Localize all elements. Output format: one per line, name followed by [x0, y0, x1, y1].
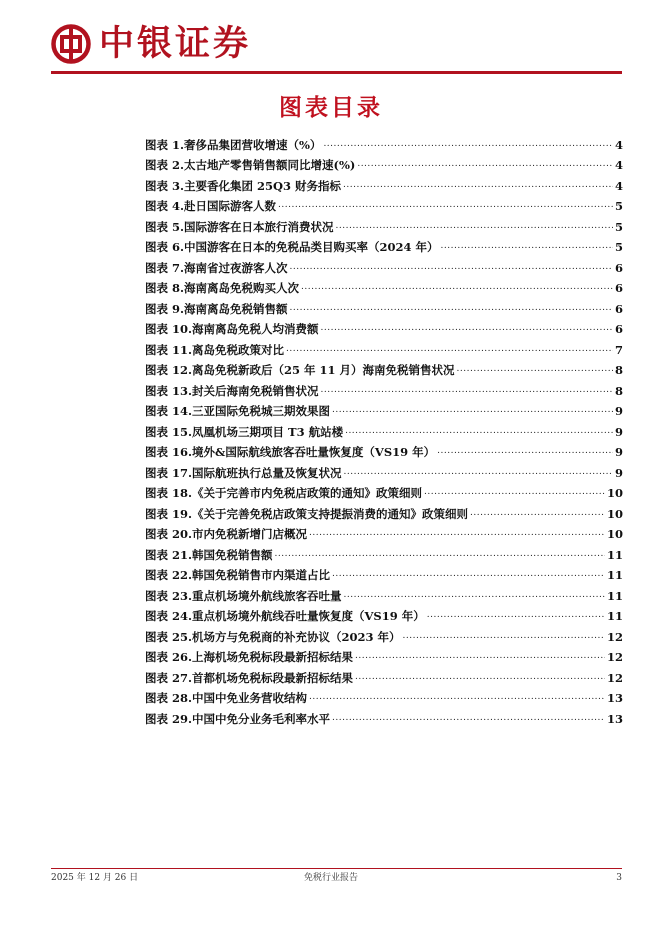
toc-entry[interactable]: [145, 623, 623, 644]
toc-entry-page[interactable]: 9: [614, 465, 623, 480]
footer-divider: [51, 868, 622, 869]
toc-entry[interactable]: [145, 685, 623, 706]
toc-entry-label[interactable]: 图表 11.离岛免税政策对比: [145, 342, 285, 357]
toc-entry-page[interactable]: 13: [606, 691, 623, 705]
toc-entry-page[interactable]: 13: [606, 711, 623, 726]
toc-entry[interactable]: [145, 603, 623, 624]
toc-entry-page[interactable]: 12: [606, 670, 623, 685]
toc-dot-leader: [290, 263, 613, 272]
toc-entry-label[interactable]: 图表 4.赴日国际游客人数: [145, 199, 277, 213]
toc-dot-leader: [344, 591, 605, 600]
toc-entry-label[interactable]: 图表 10.海南离岛免税人均消费额: [145, 322, 319, 336]
toc-dot-leader: [290, 304, 613, 313]
toc-entry-label[interactable]: 图表 18.《关于完善市内免税店政策的通知》政策细则: [145, 486, 423, 500]
toc-entry[interactable]: [145, 480, 623, 501]
toc-entry[interactable]: [145, 357, 623, 378]
toc-dot-leader: [332, 570, 605, 579]
footer-report-name: 免税行业报告: [303, 873, 358, 883]
toc-entry-page[interactable]: 6: [614, 301, 623, 316]
toc-dot-leader: [309, 693, 605, 702]
toc-entry-label[interactable]: 图表 24.重点机场境外航线吞吐量恢复度（VS19 年）: [145, 609, 425, 623]
toc-entry-page[interactable]: 8: [614, 363, 623, 377]
toc-entry[interactable]: [145, 295, 623, 316]
toc-dot-leader: [332, 406, 613, 415]
toc-entry-page[interactable]: 4: [614, 158, 623, 172]
toc-entry-label[interactable]: 图表 7.海南省过夜游客人次: [145, 260, 288, 275]
toc-dot-leader: [403, 632, 605, 641]
toc-entry-label[interactable]: 图表 8.海南离岛免税购买人次: [145, 281, 300, 295]
toc-entry-label[interactable]: 图表 21.韩国免税销售额: [145, 547, 273, 562]
toc-entry-page[interactable]: 9: [614, 445, 623, 459]
toc-entry[interactable]: [145, 234, 623, 255]
toc-entry-label[interactable]: 图表 13.封关后海南免税销售状况: [145, 383, 319, 398]
toc-entry[interactable]: [145, 644, 623, 665]
toc-entry[interactable]: [145, 336, 623, 357]
toc-entry-label[interactable]: 图表 2.太古地产零售销售额同比增速(%): [145, 158, 356, 172]
toc-dot-leader: [301, 283, 613, 292]
toc-entry-label[interactable]: 图表 27.首都机场免税标段最新招标结果: [145, 670, 354, 685]
toc-dot-leader: [345, 427, 613, 436]
toc-entry-label[interactable]: 图表 22.韩国免税销售市内渠道占比: [145, 568, 331, 582]
toc-entry-label[interactable]: 图表 5.国际游客在日本旅行消费状况: [145, 219, 334, 234]
toc-entry-page[interactable]: 12: [606, 629, 623, 644]
toc-dot-leader: [336, 222, 613, 231]
toc-entry[interactable]: [145, 193, 623, 214]
toc-entry-page[interactable]: 11: [606, 609, 623, 623]
toc-dot-leader: [309, 529, 605, 538]
page-header: [0, 0, 662, 80]
toc-entry[interactable]: [145, 398, 623, 419]
toc-dot-leader: [355, 673, 605, 682]
toc-dot-leader: [321, 386, 613, 395]
toc-entry[interactable]: [145, 418, 623, 439]
header-divider: [51, 71, 622, 74]
toc-entry-label[interactable]: 图表 6.中国游客在日本的免税品类目购买率（2024 年）: [145, 240, 439, 254]
toc-entry-label[interactable]: 图表 28.中国中免业务营收结构: [145, 691, 308, 705]
toc-dot-leader: [470, 509, 605, 518]
bank-of-china-logo-icon: [51, 24, 91, 64]
toc-entry[interactable]: [145, 541, 623, 562]
toc-entry-page[interactable]: 6: [614, 260, 623, 275]
toc-dot-leader: [344, 468, 613, 477]
toc-entry-label[interactable]: 图表 1.奢侈品集团营收增速（%）: [145, 137, 322, 152]
toc-title: 图表目录: [279, 94, 383, 121]
toc-entry-page[interactable]: 5: [614, 199, 623, 213]
toc-entry-page[interactable]: 6: [614, 322, 623, 336]
toc-entry-page[interactable]: 9: [614, 424, 623, 439]
toc-dot-leader: [424, 488, 605, 497]
toc-entry[interactable]: [145, 582, 623, 603]
toc-dot-leader: [275, 550, 605, 559]
toc-list: [145, 131, 623, 726]
toc-entry-label[interactable]: 图表 9.海南离岛免税销售额: [145, 301, 288, 316]
toc-entry-page[interactable]: 6: [614, 281, 623, 295]
toc-entry[interactable]: [145, 131, 623, 152]
brand-name: 中银证券: [99, 23, 252, 64]
toc-entry[interactable]: [145, 562, 623, 583]
toc-entry-page[interactable]: 10: [606, 527, 623, 541]
toc-entry[interactable]: [145, 377, 623, 398]
toc-entry[interactable]: [145, 664, 623, 685]
toc-entry-label[interactable]: 图表 12.离岛免税新政后（25 年 11 月）海南免税销售状况: [145, 363, 455, 377]
toc-entry-page[interactable]: 4: [614, 137, 623, 152]
toc-entry-label[interactable]: 图表 16.境外&国际航线旅客吞吐量恢复度（VS19 年）: [145, 445, 436, 459]
toc-entry-page[interactable]: 11: [606, 588, 623, 603]
toc-entry-page[interactable]: 5: [614, 240, 623, 254]
toc-entry-label[interactable]: 图表 25.机场方与免税商的补充协议（2023 年）: [145, 629, 401, 644]
toc-entry-page[interactable]: 7: [614, 342, 623, 357]
toc-entry-label[interactable]: 图表 17.国际航班执行总量及恢复状况: [145, 465, 342, 480]
toc-entry-label[interactable]: 图表 3.主要香化集团 25Q3 财务指标: [145, 178, 342, 193]
toc-entry[interactable]: [145, 275, 623, 296]
toc-dot-leader: [323, 140, 613, 149]
toc-entry-page[interactable]: 10: [606, 506, 623, 521]
toc-entry-label[interactable]: 图表 29.中国中免分业务毛利率水平: [145, 711, 331, 726]
toc-dot-leader: [437, 447, 613, 456]
toc-dot-leader: [278, 201, 613, 210]
toc-entry[interactable]: [145, 459, 623, 480]
toc-entry[interactable]: [145, 213, 623, 234]
toc-dot-leader: [355, 652, 605, 661]
toc-entry-label[interactable]: 图表 26.上海机场免税标段最新招标结果: [145, 650, 354, 664]
toc-dot-leader: [321, 324, 613, 333]
toc-entry[interactable]: [145, 254, 623, 275]
toc-entry[interactable]: [145, 152, 623, 173]
toc-dot-leader: [332, 714, 605, 723]
toc-entry-page[interactable]: 10: [606, 486, 623, 500]
toc-entry-page[interactable]: 12: [606, 650, 623, 664]
toc-entry-page[interactable]: 5: [614, 219, 623, 234]
toc-dot-leader: [457, 365, 613, 374]
toc-entry-page[interactable]: 11: [606, 568, 623, 582]
toc-entry-label[interactable]: 图表 15.凤凰机场三期项目 T3 航站楼: [145, 424, 344, 439]
toc-entry-page[interactable]: 11: [606, 547, 623, 562]
toc-entry[interactable]: [145, 521, 623, 542]
toc-dot-leader: [427, 611, 605, 620]
footer-page-number: 3: [616, 873, 622, 883]
toc-entry-label[interactable]: 图表 14.三亚国际免税城三期效果图: [145, 404, 331, 418]
toc-dot-leader: [286, 345, 613, 354]
toc-entry-page[interactable]: 9: [614, 404, 623, 418]
toc-dot-leader: [441, 242, 613, 251]
toc-entry-page[interactable]: 8: [614, 383, 623, 398]
toc-dot-leader: [357, 160, 613, 169]
toc-dot-leader: [343, 181, 613, 190]
toc-entry[interactable]: [145, 705, 623, 726]
toc-entry[interactable]: [145, 500, 623, 521]
toc-entry-label[interactable]: 图表 23.重点机场境外航线旅客吞吐量: [145, 588, 342, 603]
toc-entry-label[interactable]: 图表 19.《关于完善免税店政策支持提振消费的通知》政策细则: [145, 506, 469, 521]
toc-entry-page[interactable]: 4: [614, 178, 623, 193]
toc-entry[interactable]: [145, 316, 623, 337]
footer-date: 2025 年 12 月 26 日: [51, 873, 139, 883]
toc-entry[interactable]: [145, 172, 623, 193]
toc-entry[interactable]: [145, 439, 623, 460]
toc-entry-label[interactable]: 图表 20.市内免税新增门店概况: [145, 527, 308, 541]
